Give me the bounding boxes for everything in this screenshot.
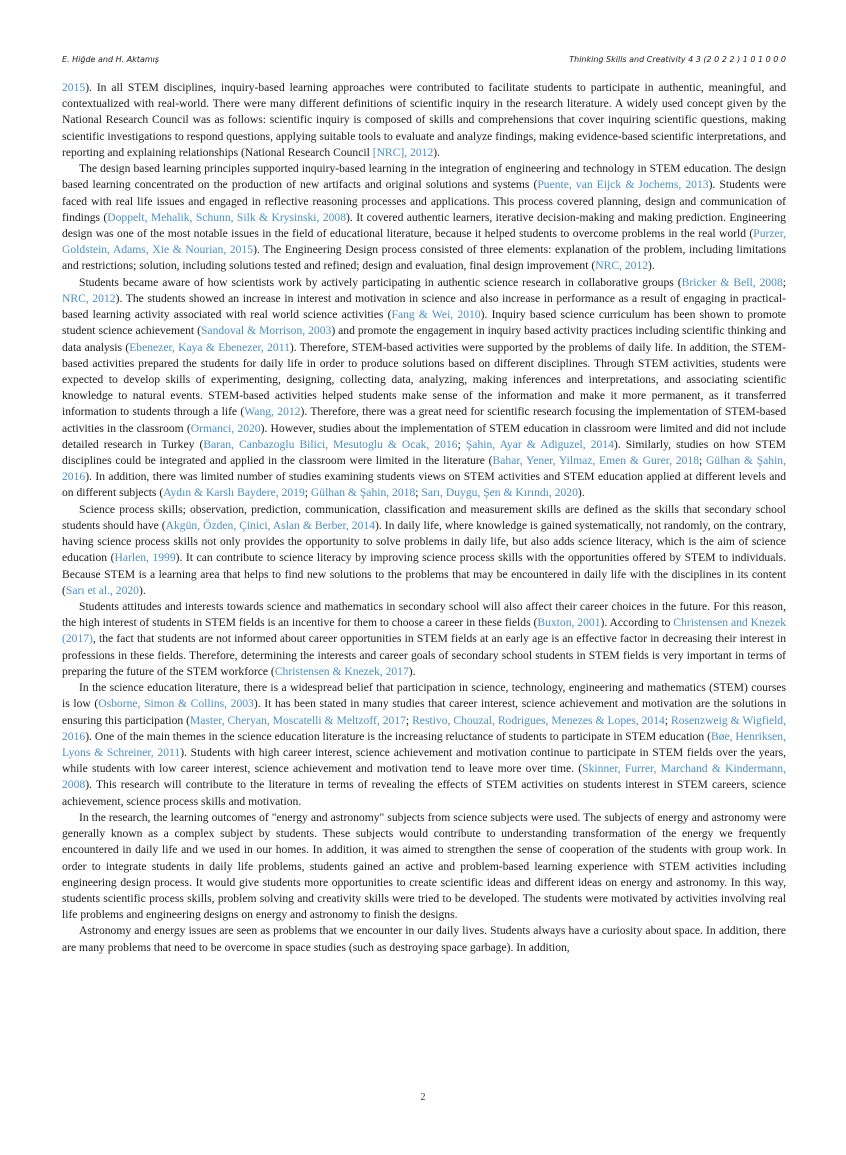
paragraph-text: ). Similarly, studies on how STEM disciplines could be integrated and applied in the classroom were limited in the literature ( — [62, 437, 786, 468]
citation-link[interactable]: Wang, 2012 — [244, 405, 301, 419]
paragraph-text: ). Students were faced with real life issues and engaged in reflective reasoning processes and applications. This process covered planning, design and communication of findings ( — [62, 178, 786, 224]
citation-link[interactable]: Baran, Canbazoglu Bilici, Mesutoglu & Ocak, 2016 — [203, 437, 458, 451]
citation-link[interactable]: Skinner, Furrer, Marchand & Kindermann, 2008 — [62, 762, 786, 792]
paragraph-text: In the research, the learning outcomes of "energy and astronomy" subjects from science subjects were used. The subjects of energy and astronomy were generally known as a complex subject by students. These subjects would contribute to understanding transformation of the energy we frequently encountered in daily life and we used in our homes. In addition, it was aimed to strengthen the sense of cooperation of the students with group work. In order to integrate students in daily life problems, students gained an active and problem-based learning experience with STEM activities including engineering design process. It would give students more opportunities to create scientific ideas and different ideas on energy and astronomy. In this way, students scientific process skills, problem solving and creativity skills were tried to be developed. The students were motivated by activities involving real life problems and engineering designs on energy and astronomy to finish the designs. — [62, 810, 786, 922]
paragraph-text: Science process skills; observation, prediction, communication, classification and measurement skills are defined as the skills that secondary school students should have ( — [62, 502, 786, 532]
paragraph-text: ). One of the main themes in the science education literature is the increasing reluctance of students to participate in STEM education ( — [85, 729, 711, 743]
header-journal: Thinking Skills and Creativity 4 3 (2 0 2 2 ) 1 0 1 0 0 0 — [569, 54, 786, 64]
paragraph-text: ; — [405, 713, 413, 727]
page-number: 2 — [420, 1092, 426, 1103]
paragraph-text: Students became aware of how scientists work by actively participating in authentic science research in collaborative groups ( — [79, 275, 682, 289]
citation-link[interactable]: Şahin, Ayar & Adiguzel, 2014 — [465, 437, 614, 451]
paragraph-text: ). — [577, 486, 585, 500]
citation-link[interactable]: Rosenzweig & Wigfield, 2016 — [62, 713, 786, 743]
header-authors: E. Hiğde and H. Aktamış — [62, 54, 160, 64]
running-header — [62, 52, 786, 66]
paragraph-text: ). Therefore, there was a great need for scientific research focusing the implementation of STEM-based activities in the classroom ( — [62, 405, 786, 435]
paragraph-text: ; — [664, 713, 671, 727]
citation-link[interactable]: Sarı, Duygu, Şen & Kırındı, 2020 — [421, 486, 578, 500]
citation-link[interactable]: Buxton, 2001 — [537, 616, 601, 630]
citation-link[interactable]: Aydın & Karslı Baydere, 2019 — [163, 486, 305, 500]
paragraph-text: , the fact that students are not informed about career opportunities in STEM fields at an early age is an effective factor in decreasing their interest in professions in these fields. Therefore, determining the interests and career goals of secondary school students in STEM fields is very important in terms of preparing the future of the STEM workforce ( — [62, 632, 786, 678]
citation-link[interactable]: Sandoval & Morrison, 2003 — [200, 324, 332, 338]
citation-link[interactable]: Christensen and Knezek (2017) — [62, 616, 786, 646]
citation-link[interactable]: Osborne, Simon & Collins, 2003 — [98, 697, 254, 711]
paragraph-text: ). In addition, there was limited number of studies examining students views on STEM activities and STEM education applied at different levels and on different subjects ( — [62, 470, 786, 500]
paragraph-text: ). It can contribute to science literacy by improving science process skills with the opportunities offered by STEM to individuals. Because STEM is a learning area that helps to find new solutions to the problems that may be encountered in daily life with the disciplines in its content ( — [62, 551, 787, 597]
paragraph-text: In the science education literature, there is a widespread belief that participation in science, technology, engineering and mathematics (STEM) courses is low ( — [62, 681, 786, 711]
citation-link[interactable]: Gülhan & Şahin, 2016 — [62, 454, 786, 484]
paragraph-text: ). However, studies about the implementation of STEM education in classroom were limited and did not include detailed research in Turkey ( — [62, 421, 787, 451]
paragraph-text: ). Students with high career interest, science achievement and motivation continue to participate in STEM fields over the years, while students with low career interest, science achievement and motivation tend to leave more over time. ( — [62, 745, 786, 776]
paragraph-text: ). The students showed an increase in interest and motivation in science and also increase in performance as a result of engaging in practical-based learning activity associated with real world science activities ( — [62, 291, 787, 322]
paragraph-text: ; — [699, 454, 707, 468]
citation-link[interactable]: Purzer, Goldstein, Adams, Xie & Nourian, 2015 — [62, 226, 786, 257]
citation-link[interactable]: Restivo, Chouzal, Rodrigues, Menezes & Lopes, 2014 — [412, 713, 665, 727]
article-body — [62, 80, 786, 956]
body-paragraph — [62, 275, 786, 502]
paragraph-text: The design based learning principles supported inquiry-based learning in the integration of engineering and technology in STEM education. The design based learning concentrated on the production of new artifacts and original solutions and systems ( — [62, 162, 786, 192]
citation-link[interactable]: Harlen, 1999 — [114, 551, 176, 565]
citation-link[interactable]: Bøe, Henriksen, Lyons & Schreiner, 2011 — [62, 729, 786, 759]
citation-link[interactable]: [NRC], 2012 — [372, 145, 434, 159]
paragraph-text: ). Inquiry based science curriculum has been shown to promote student science achievement ( — [62, 308, 786, 338]
body-paragraph — [62, 923, 786, 955]
paragraph-text: ). — [648, 259, 655, 273]
paragraph-text: ). According to — [600, 616, 674, 630]
paragraph-text: ). In daily life, where knowledge is gained systematically, not randomly, on the contrary, having science process skills not only provides the opportunity to solve problems in daily life, but also adds science literacy, which is the aim of science education ( — [62, 518, 786, 565]
paragraph-text: ). — [433, 145, 441, 159]
paragraph-text: ). — [138, 583, 146, 597]
paragraph-text: Students attitudes and interests towards science and mathematics in secondary school will also affect their career choices in the future. For this reason, the high interest of students in STEM fields is an incentive for them to choose a career in these fields ( — [62, 600, 786, 630]
body-paragraph — [62, 810, 786, 924]
citation-link[interactable]: Bricker & Bell, 2008 — [681, 275, 783, 289]
paragraph-text: ; — [304, 486, 311, 500]
body-paragraph — [62, 161, 786, 275]
citation-link[interactable]: NRC, 2012 — [595, 259, 649, 273]
citation-link[interactable]: NRC, 2012 — [62, 291, 116, 305]
paragraph-text: ; — [457, 437, 466, 451]
paragraph-text: ; — [415, 486, 422, 500]
paragraph-text: ). — [408, 664, 416, 678]
citation-link[interactable]: Christensen & Knezek, 2017 — [274, 664, 409, 678]
paragraph-text: ). The Engineering Design process consisted of three elements: explanation of the problem, including limitations and restrictions; solution, including solutions tested and refined; design and evaluation, final design improvement ( — [62, 243, 786, 273]
body-paragraph — [62, 502, 786, 599]
paragraph-text: Astronomy and energy issues are seen as problems that we encounter in our daily lives. Students always have a curiosity about space. In addition, there are many problems that need to be overcome in space studies (such as destroying space garbage). In addition, — [62, 924, 786, 954]
citation-link[interactable]: Bahar, Yener, Yilmaz, Emen & Gurer, 2018 — [492, 454, 700, 468]
citation-link[interactable]: Fang & Wei, 2010 — [391, 308, 481, 322]
citation-link[interactable]: 2015 — [62, 81, 86, 94]
citation-link[interactable]: Puente, van Eijck & Jochems, 2013 — [537, 178, 709, 192]
paragraph-text: ). It has been stated in many studies that career interest, science achievement and motivation are the solutions in ensuring this participation ( — [62, 697, 786, 727]
paragraph-text: ). Therefore, STEM-based activities were supported by the problems of daily life. In addition, the STEM-based activities prepared the students for daily life in order to produce solutions based on different disciplines. Through STEM activities, students were expected to develop skills of experimenting, designing, collecting data, analyzing, making inferences and interpretations, and associating scientific knowledge to natural events. STEM-based activities helped students make sense of the information and make it more permanent, as it transferred information to students through a life ( — [62, 340, 786, 419]
citation-link[interactable]: Gülhan & Şahin, 2018 — [310, 486, 416, 500]
paragraph-text: ). In all STEM disciplines, inquiry-based learning approaches were contributed to facilitate students to participate in authentic, meaningful, and contextualized with real-world. There were many different definitions of scientific inquiry in the research literature. A widely used concept given by the National Research Council was as follows: scientific inquiry is composed of skills and comprehensions that cover inquiring scientific questions, making scientific investigations to respond questions, applying suitable tools to evaluate and analyze findings, making evidence-based scientific interpretations, and reporting and explaining relationships (National Research Council — [62, 81, 786, 159]
body-paragraph — [62, 80, 786, 161]
paragraph-text: ) and promote the engagement in inquiry based activity practices including scientific thinking and data analysis ( — [62, 324, 786, 354]
body-paragraph — [62, 599, 786, 680]
citation-link[interactable]: Master, Cheryan, Moscatelli & Meltzoff, 2017 — [189, 713, 406, 727]
citation-link[interactable]: Ebenezer, Kaya & Ebenezer, 2011 — [129, 340, 290, 354]
citation-link[interactable]: Akgün, Özden, Çinici, Aslan & Berber, 2014 — [165, 518, 375, 532]
paragraph-text: ). This research will contribute to the literature in terms of revealing the effects of STEM activities on students interest in STEM careers, science achievement, science process skills and motivation. — [62, 778, 786, 808]
paragraph-text: ). It covered authentic learners, iterative decision-making and making prediction. Engineering design was one of the most notable issues in the field of educational literature, because it helped students to overcome problems in the real world ( — [62, 210, 786, 240]
citation-link[interactable]: Sarı et al., 2020 — [65, 583, 139, 597]
citation-link[interactable]: Ormanci, 2020 — [190, 421, 261, 435]
body-paragraph — [62, 680, 786, 810]
paragraph-text: ; — [782, 275, 786, 289]
citation-link[interactable]: Doppelt, Mehalik, Schunn, Silk & Krysinski, 2008 — [107, 210, 347, 224]
